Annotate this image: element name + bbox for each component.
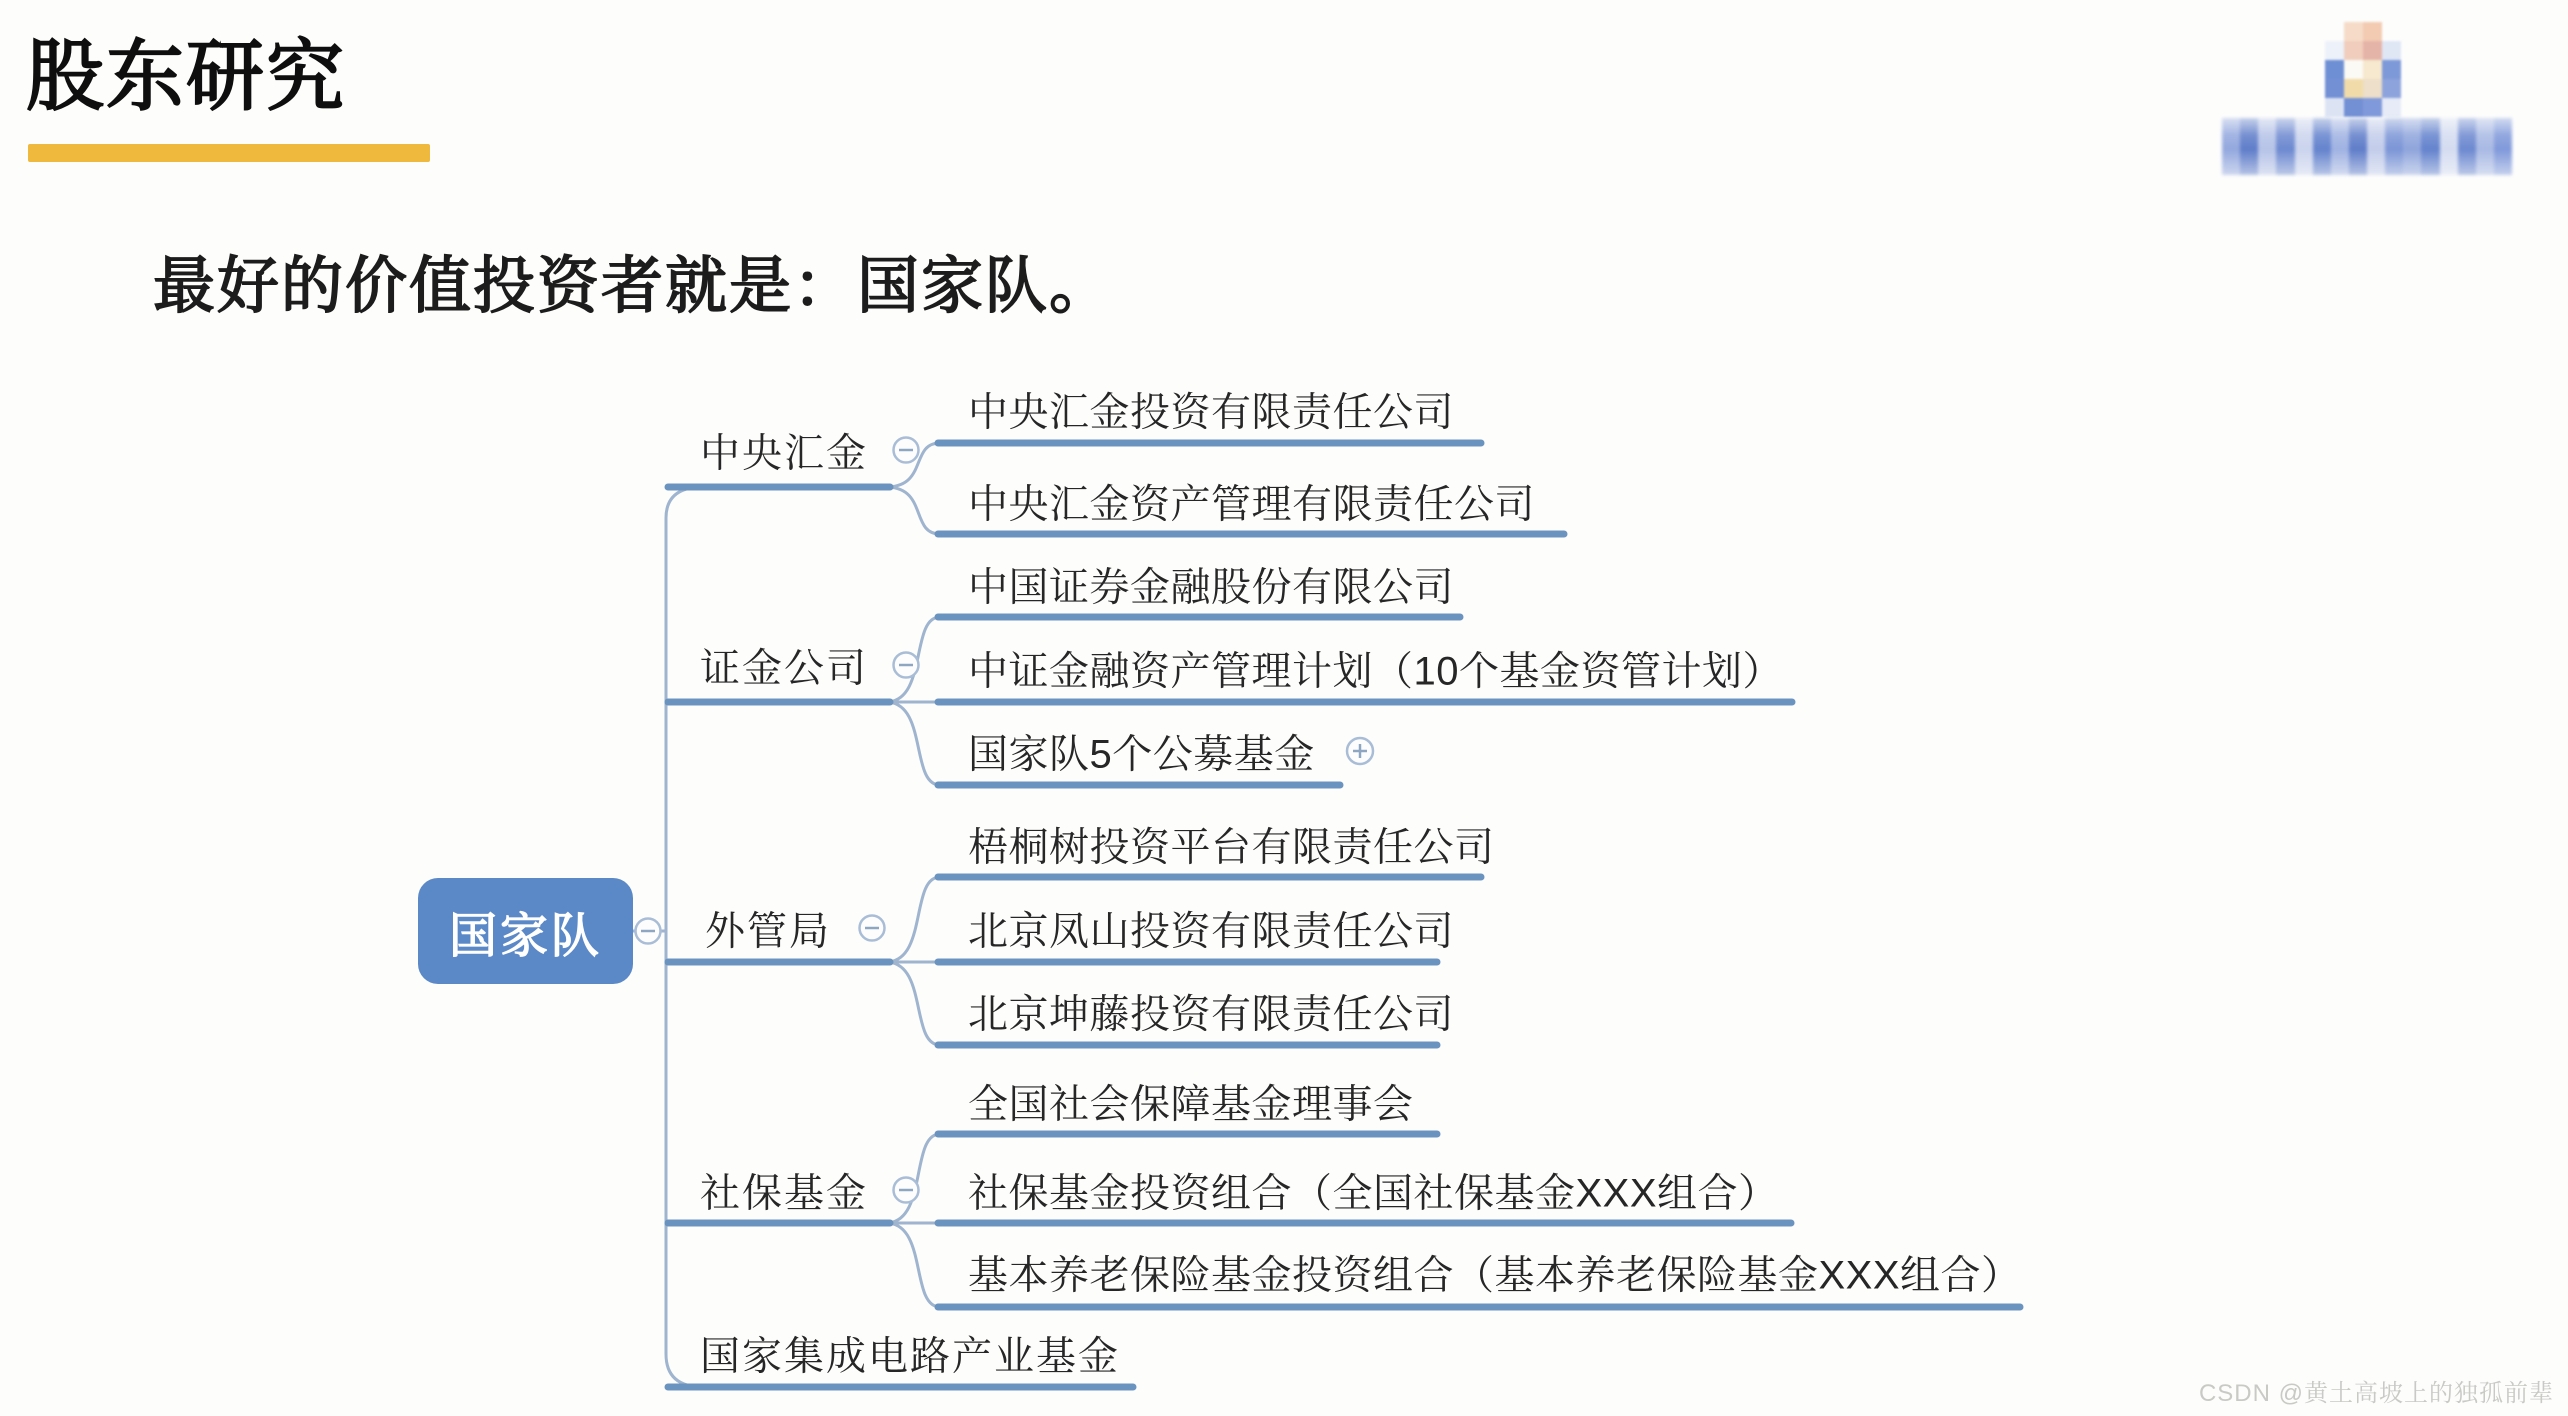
branch-label-shebaojijin[interactable]: 社保基金 [700,1171,868,1216]
collapse-icon[interactable] [894,438,919,463]
page-title: 股东研究 [26,32,347,120]
collapse-icon[interactable] [860,916,885,941]
child-label[interactable]: 梧桐树投资平台有限责任公司 [968,825,1495,870]
child-label[interactable]: 中央汇金资产管理有限责任公司 [968,482,1535,527]
child-label[interactable]: 中央汇金投资有限责任公司 [968,390,1454,435]
child-label[interactable]: 中国证券金融股份有限公司 [968,565,1454,610]
collapse-icon[interactable] [894,653,919,678]
collapse-icons [636,438,919,1203]
collapse-icon[interactable] [636,919,661,944]
branch-label-zhengjingongsi[interactable]: 证金公司 [700,646,868,691]
branch-label-waiguanju[interactable]: 外管局 [705,909,831,954]
child-label[interactable]: 全国社会保障基金理事会 [968,1082,1414,1127]
branch-label-zhongyanghuijin[interactable]: 中央汇金 [700,431,868,476]
mindmap-root-node[interactable]: 国家队 [418,878,633,984]
child-label[interactable]: 北京坤藤投资有限责任公司 [968,992,1454,1037]
child-label[interactable]: 北京凤山投资有限责任公司 [968,909,1454,954]
child-label[interactable]: 社保基金投资组合（全国社保基金XXX组合） [968,1171,1779,1216]
csdn-watermark: CSDN @黄土高坡上的独孤前辈 [2198,1380,2554,1407]
slide-subtitle: 最好的价值投资者就是：国家队。 [153,252,1114,321]
child-label[interactable]: 国家队5个公募基金 [968,732,1315,777]
child-label[interactable]: 基本养老保险基金投资组合（基本养老保险基金XXX组合） [968,1253,2022,1298]
expand-icon[interactable] [1347,738,1373,764]
collapse-icon[interactable] [894,1178,919,1203]
branch-label-jichengdianlu[interactable]: 国家集成电路产业基金 [700,1334,1120,1379]
child-label[interactable]: 中证金融资产管理计划（10个基金资管计划） [968,649,1783,694]
